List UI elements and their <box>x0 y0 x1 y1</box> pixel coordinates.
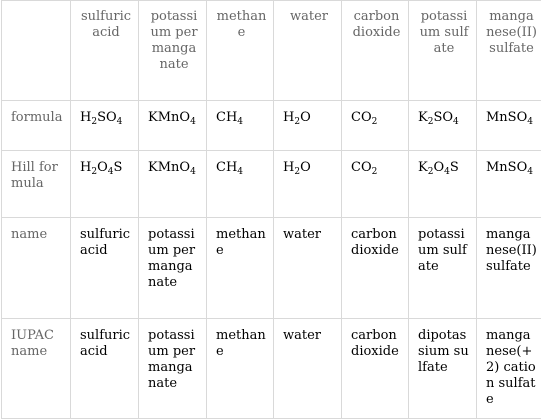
iupac-name-cell: methane <box>207 319 274 419</box>
column-header-potassium-permanganate: potassium permanganate <box>139 1 207 101</box>
hill-formula-cell: $H_2O$ <box>274 151 342 218</box>
column-header-sulfuric-acid: sulfuric acid <box>71 1 139 101</box>
formula-cell: $CH_4$ <box>207 101 274 151</box>
name-cell: sulfuric acid <box>71 218 139 319</box>
row-header-hill-formula: Hill formula <box>2 151 71 218</box>
name-cell: potassium permanganate <box>139 218 207 319</box>
iupac-name-cell: potassium permanganate <box>139 319 207 419</box>
corner-cell <box>2 1 71 101</box>
hill-formula-cell: $K_2O_4S$ <box>409 151 477 218</box>
column-header-water: water <box>274 1 342 101</box>
formula-subscript: 4 <box>116 117 123 127</box>
iupac-name-row <box>2 319 541 419</box>
formula-cell: $H_2SO_4$ <box>71 101 139 151</box>
formula-subscript: 4 <box>453 117 459 127</box>
iupac-name-cell: dipotassium sulfate <box>409 319 477 419</box>
formula-subscript: 2 <box>371 117 378 127</box>
hill-formula-cell: $CH_4$ <box>207 151 274 218</box>
name-cell: potassium sulfate <box>409 218 477 319</box>
formula-subscript: 2 <box>427 117 434 127</box>
formula-subscript: 2 <box>294 117 301 127</box>
hill-formula-cell: $CO_2$ <box>342 151 409 218</box>
formula-cell: $H_2O$ <box>274 101 342 151</box>
formula-subscript: 2 <box>427 167 434 177</box>
formula-subscript: 2 <box>294 167 301 177</box>
formula-subscript: 2 <box>91 117 98 127</box>
iupac-name-cell: carbon dioxide <box>342 319 409 419</box>
formula-subscript: 4 <box>190 117 196 127</box>
formula-cell: $CO_2$ <box>342 101 409 151</box>
formula-subscript: 4 <box>527 117 533 127</box>
hill-formula-row <box>2 151 541 218</box>
formula-subscript: 4 <box>190 167 196 177</box>
row-header-name: name <box>2 218 71 319</box>
formula-subscript: 4 <box>107 167 114 177</box>
formula-cell: MnSO$_4$ <box>477 101 541 151</box>
iupac-name-cell: sulfuric acid <box>71 319 139 419</box>
formula-subscript: 4 <box>444 167 450 177</box>
iupac-name-cell: manganese(+2) cation sulfate <box>477 319 541 419</box>
formula-subscript: 2 <box>91 167 98 177</box>
header-row <box>2 1 541 101</box>
formula-subscript: 2 <box>371 167 378 177</box>
formula-cell: $K_2SO_4$ <box>409 101 477 151</box>
formula-subscript: 4 <box>237 167 244 177</box>
row-header-iupac-name: IUPAC name <box>2 319 71 419</box>
name-row <box>2 218 541 319</box>
formula-row <box>2 101 541 151</box>
row-header-formula: formula <box>2 101 71 151</box>
name-cell: carbon dioxide <box>342 218 409 319</box>
column-header-potassium-sulfate: potassium sulfate <box>409 1 477 101</box>
iupac-name-cell: water <box>274 319 342 419</box>
formula-subscript: 4 <box>237 117 244 127</box>
hill-formula-cell: MnSO$_4$ <box>477 151 541 218</box>
name-cell: water <box>274 218 342 319</box>
name-cell: manganese(II) sulfate <box>477 218 541 319</box>
column-header-manganese-ii-sulfate: manganese(II) sulfate <box>477 1 541 101</box>
column-header-methane: methane <box>207 1 274 101</box>
column-header-carbon-dioxide: carbon dioxide <box>342 1 409 101</box>
compound-properties-table <box>1 0 541 419</box>
formula-cell: KMnO$_4$ <box>139 101 207 151</box>
name-cell: methane <box>207 218 274 319</box>
hill-formula-cell: $H_2O_4S$ <box>71 151 139 218</box>
formula-subscript: 4 <box>527 167 533 177</box>
hill-formula-cell: KMnO$_4$ <box>139 151 207 218</box>
